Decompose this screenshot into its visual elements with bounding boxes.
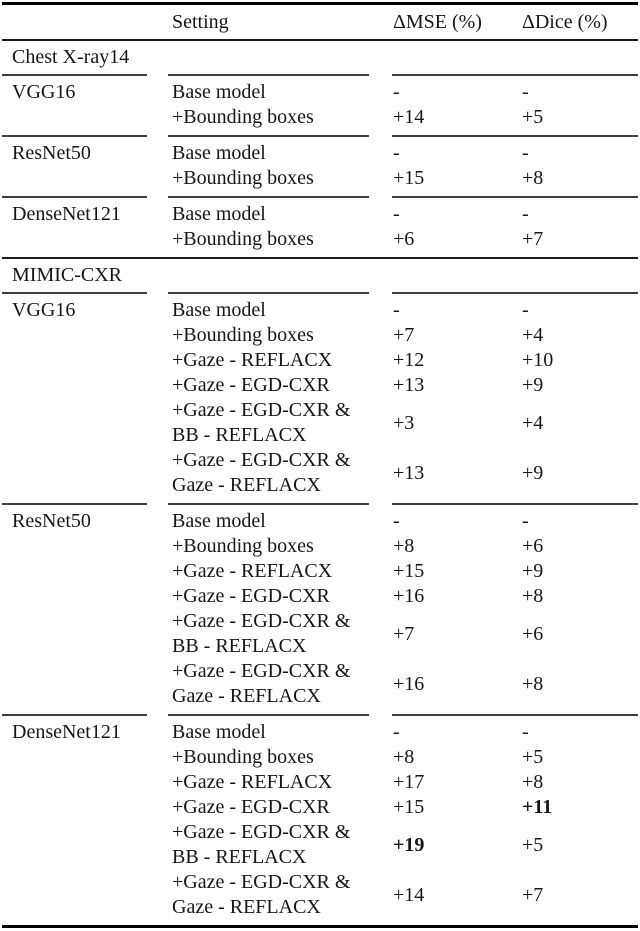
model-cell (0, 202, 160, 227)
model-cell (0, 141, 160, 166)
setting-cell (160, 659, 390, 709)
setting-cell (160, 559, 390, 584)
setting-cell (160, 745, 390, 770)
setting-label: +Gaze - EGD-CXR & (172, 821, 351, 843)
setting-cell (160, 609, 390, 659)
setting-cell (160, 795, 390, 820)
dice-value: - (522, 299, 529, 321)
mse-value: +15 (393, 796, 425, 818)
dataset-label-row (0, 259, 640, 292)
rule-segment (168, 74, 369, 76)
model-cell (0, 323, 160, 348)
section-divider-rule (0, 714, 640, 716)
section-divider-rule (0, 196, 640, 198)
model-label: DenseNet121 (12, 203, 121, 225)
setting-cell (160, 80, 390, 105)
table-row (0, 373, 640, 398)
column-header-empty (0, 10, 160, 35)
rule-segment (2, 503, 147, 505)
table-row (0, 745, 640, 770)
section-divider-rule (0, 74, 640, 76)
model-cell (0, 373, 160, 398)
model-group (0, 294, 640, 503)
dataset-label: MIMIC-CXR (12, 264, 123, 286)
setting-label: Gaze - REFLACX (172, 685, 321, 707)
setting-label: +Gaze - REFLACX (172, 560, 333, 582)
dice-value: - (522, 142, 529, 164)
setting-label: Base model (172, 721, 266, 743)
rule-segment (392, 135, 638, 137)
dice-value: +9 (522, 560, 544, 582)
mse-value: +16 (393, 672, 425, 695)
setting-cell (160, 534, 390, 559)
dice-value: - (522, 81, 529, 103)
dice-value: +9 (522, 374, 544, 396)
mse-value: +19 (393, 833, 425, 856)
dice-value: +5 (522, 833, 544, 856)
table-row (0, 559, 640, 584)
rule-segment (168, 292, 369, 294)
dice-value: +8 (522, 672, 544, 695)
mse-value: - (393, 81, 400, 103)
setting-label: +Bounding boxes (172, 106, 314, 128)
table-body (0, 41, 640, 925)
model-cell (0, 80, 160, 105)
rule-segment (2, 196, 147, 198)
table-row (0, 298, 640, 323)
setting-cell (160, 105, 390, 130)
setting-cell (160, 323, 390, 348)
table-row (0, 870, 640, 920)
dice-value: +4 (522, 411, 544, 434)
model-cell (0, 227, 160, 252)
mse-value: +17 (393, 771, 425, 793)
setting-cell (160, 448, 390, 498)
setting-cell (160, 298, 390, 323)
rule-segment (392, 503, 638, 505)
model-label: DenseNet121 (12, 721, 121, 743)
dice-value: +5 (522, 746, 544, 768)
model-label: ResNet50 (12, 510, 91, 532)
rule-segment (168, 714, 369, 716)
model-label: VGG16 (12, 299, 76, 321)
model-label: ResNet50 (12, 142, 91, 164)
dice-value: +5 (522, 106, 544, 128)
setting-label: +Gaze - EGD-CXR (172, 585, 330, 607)
setting-cell (160, 398, 390, 448)
setting-label: Base model (172, 81, 266, 103)
column-header-delta-mse: ΔMSE (%) (393, 11, 482, 33)
dice-value: +8 (522, 771, 544, 793)
setting-label: Gaze - REFLACX (172, 896, 321, 918)
dice-value: - (522, 721, 529, 743)
rule-segment (392, 196, 638, 198)
mse-value: - (393, 721, 400, 743)
dice-value: +6 (522, 535, 544, 557)
dice-value: +11 (522, 796, 553, 818)
section-divider-rule (0, 292, 640, 294)
table-row (0, 770, 640, 795)
mse-value: +14 (393, 106, 425, 128)
model-cell (0, 348, 160, 373)
setting-cell (160, 584, 390, 609)
dice-value: - (522, 203, 529, 225)
mse-value: - (393, 203, 400, 225)
model-cell (0, 534, 160, 559)
table-row (0, 720, 640, 745)
setting-cell (160, 373, 390, 398)
dice-value: +9 (522, 461, 544, 484)
mse-value: +7 (393, 622, 415, 645)
setting-cell (160, 870, 390, 920)
column-header-setting: Setting (172, 11, 229, 33)
column-header-delta-dice: ΔDice (%) (522, 11, 608, 33)
mse-value: +12 (393, 349, 425, 371)
setting-label: +Bounding boxes (172, 746, 314, 768)
table-row (0, 323, 640, 348)
table-row (0, 534, 640, 559)
setting-cell (160, 141, 390, 166)
model-cell (0, 166, 160, 191)
setting-cell (160, 770, 390, 795)
model-cell (0, 770, 160, 795)
table-row (0, 509, 640, 534)
setting-label: BB - REFLACX (172, 635, 307, 657)
setting-cell (160, 509, 390, 534)
model-group (0, 198, 640, 257)
setting-label: +Gaze - EGD-CXR & (172, 871, 351, 893)
model-cell (0, 720, 160, 745)
rule-segment (392, 74, 638, 76)
setting-label: +Gaze - REFLACX (172, 349, 333, 371)
setting-label: +Bounding boxes (172, 324, 314, 346)
setting-label: +Gaze - EGD-CXR & (172, 399, 351, 421)
section-divider-rule (0, 503, 640, 505)
setting-cell (160, 166, 390, 191)
model-cell (0, 559, 160, 584)
model-group (0, 137, 640, 196)
dice-value: +6 (522, 622, 544, 645)
setting-label: BB - REFLACX (172, 424, 307, 446)
table-row (0, 166, 640, 191)
table-row (0, 584, 640, 609)
table-row (0, 105, 640, 130)
table-row (0, 141, 640, 166)
mse-value: +8 (393, 746, 415, 768)
setting-label: +Gaze - EGD-CXR (172, 796, 330, 818)
dice-value: - (522, 510, 529, 532)
table-row (0, 820, 640, 870)
mse-value: +7 (393, 324, 415, 346)
dice-value: +7 (522, 228, 544, 250)
setting-label: +Bounding boxes (172, 535, 314, 557)
setting-cell (160, 227, 390, 252)
table-row (0, 609, 640, 659)
mse-value: +8 (393, 535, 415, 557)
setting-cell (160, 820, 390, 870)
mse-value: +13 (393, 461, 425, 484)
setting-label: Gaze - REFLACX (172, 474, 321, 496)
dataset-label: Chest X-ray14 (12, 46, 130, 68)
model-group (0, 505, 640, 714)
rule-segment (392, 714, 638, 716)
table-row (0, 659, 640, 709)
rule-segment (168, 503, 369, 505)
table-bottom-rule (2, 925, 638, 928)
setting-label: Base model (172, 299, 266, 321)
model-cell (0, 298, 160, 323)
dice-value: +8 (522, 167, 544, 189)
model-label: VGG16 (12, 81, 76, 103)
model-group (0, 716, 640, 925)
rule-segment (168, 196, 369, 198)
mse-value: +6 (393, 228, 415, 250)
dataset-label-row (0, 41, 640, 74)
table-row (0, 448, 640, 498)
dice-value: +4 (522, 324, 544, 346)
table-row (0, 795, 640, 820)
table-row (0, 80, 640, 105)
setting-label: +Gaze - EGD-CXR & (172, 449, 351, 471)
table-row (0, 202, 640, 227)
dice-value: +8 (522, 585, 544, 607)
setting-label: BB - REFLACX (172, 846, 307, 868)
setting-label: Base model (172, 203, 266, 225)
setting-label: Base model (172, 510, 266, 532)
setting-cell (160, 202, 390, 227)
dice-value: +7 (522, 883, 544, 906)
model-cell (0, 584, 160, 609)
table-row (0, 227, 640, 252)
mse-value: - (393, 142, 400, 164)
setting-label: Base model (172, 142, 266, 164)
model-cell (0, 745, 160, 770)
rule-segment (168, 135, 369, 137)
mse-value: +15 (393, 167, 425, 189)
table-row (0, 348, 640, 373)
setting-cell (160, 720, 390, 745)
setting-label: +Gaze - EGD-CXR (172, 374, 330, 396)
mse-value: - (393, 510, 400, 532)
setting-label: +Gaze - REFLACX (172, 771, 333, 793)
setting-label: +Bounding boxes (172, 167, 314, 189)
model-group (0, 76, 640, 135)
setting-cell (160, 348, 390, 373)
dice-value: +10 (522, 349, 554, 371)
setting-label: +Bounding boxes (172, 228, 314, 250)
mse-value: - (393, 299, 400, 321)
model-cell (0, 795, 160, 820)
mse-value: +13 (393, 374, 425, 396)
rule-segment (2, 135, 147, 137)
model-cell (0, 509, 160, 534)
mse-value: +3 (393, 411, 415, 434)
rule-segment (392, 292, 638, 294)
setting-label: +Gaze - EGD-CXR & (172, 610, 351, 632)
mse-value: +16 (393, 585, 425, 607)
rule-segment (2, 74, 147, 76)
table-header-row (0, 5, 640, 39)
setting-label: +Gaze - EGD-CXR & (172, 660, 351, 682)
rule-segment (2, 714, 147, 716)
rule-segment (2, 292, 147, 294)
section-divider-rule (0, 135, 640, 137)
mse-value: +15 (393, 560, 425, 582)
model-cell (0, 105, 160, 130)
mse-value: +14 (393, 883, 425, 906)
table-row (0, 398, 640, 448)
